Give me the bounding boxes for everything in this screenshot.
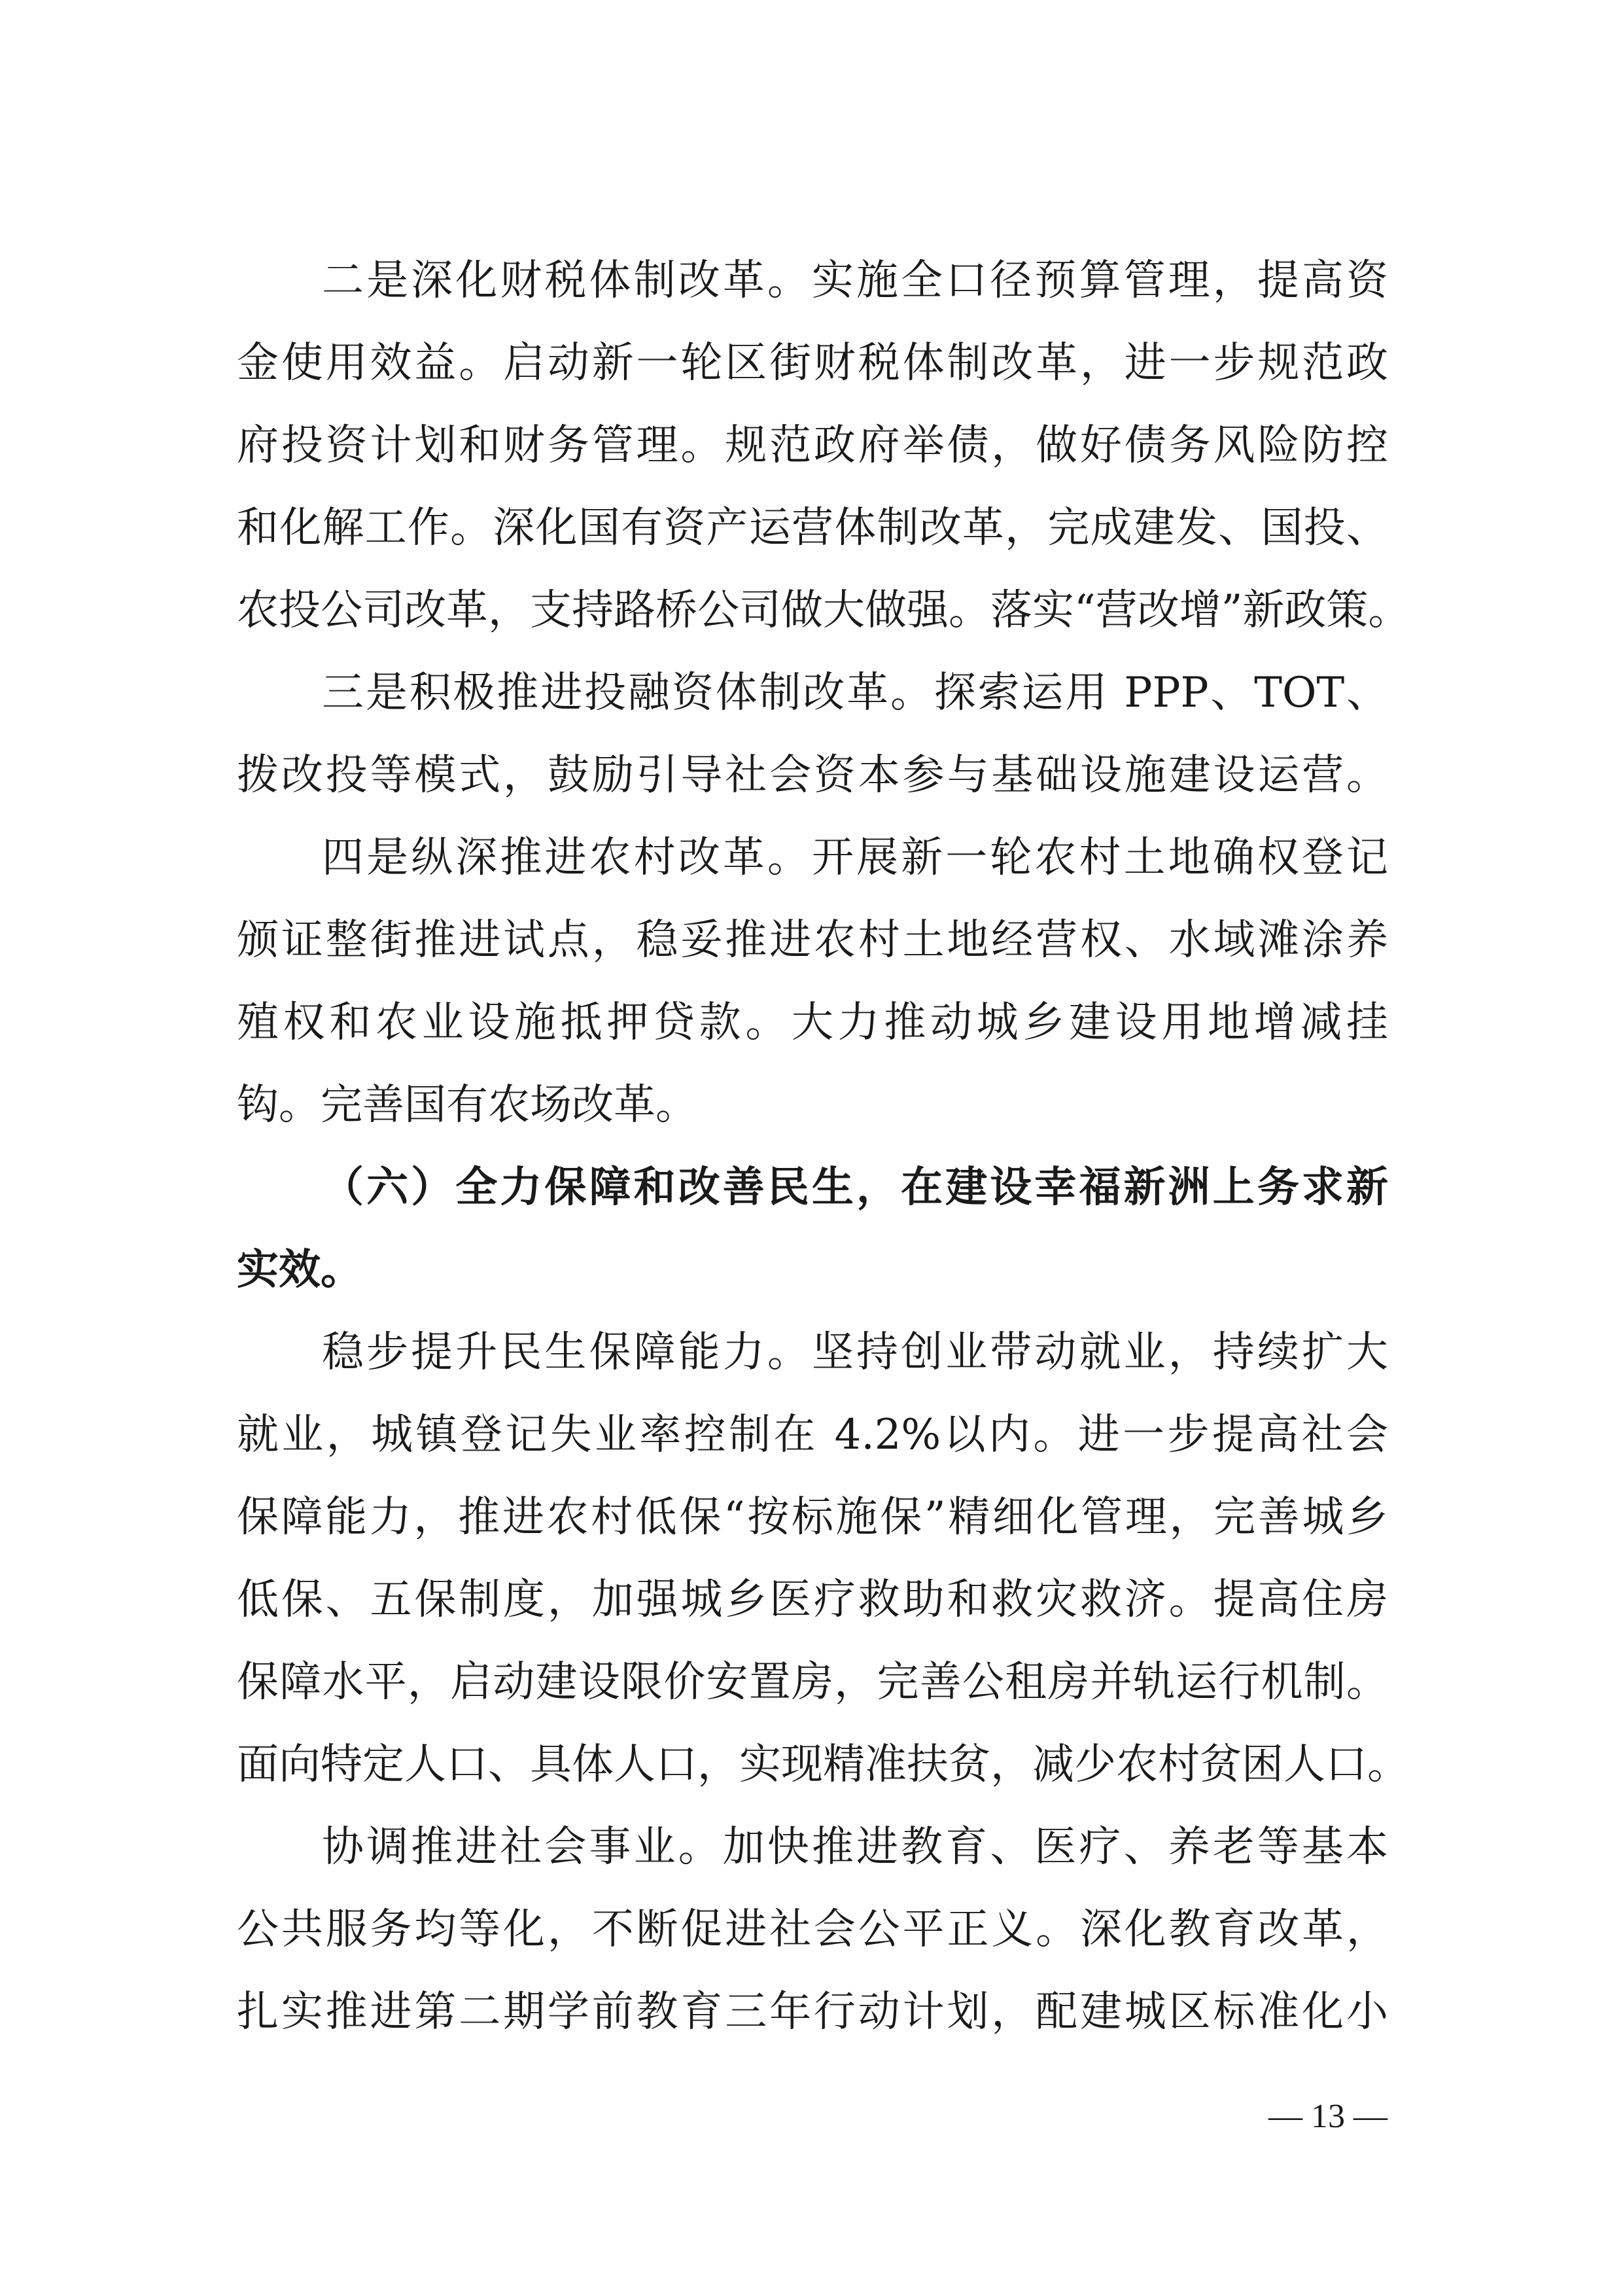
paragraph-line: 金使用效益。启动新一轮区街财税体制改革，进一步规范政 bbox=[237, 339, 1388, 387]
paragraph-line: 稳步提升民生保障能力。坚持创业带动就业，持续扩大 bbox=[322, 1328, 1388, 1377]
paragraph-line: 钩。完善国有农场改革。 bbox=[237, 1081, 697, 1129]
section-heading-line: 实效。 bbox=[237, 1245, 362, 1294]
paragraph-line: 四是纵深推进农村改革。开展新一轮农村土地确权登记 bbox=[322, 834, 1388, 882]
paragraph-line: 协调推进社会事业。加快推进教育、医疗、养老等基本 bbox=[322, 1823, 1388, 1871]
paragraph-line: 府投资计划和财务管理。规范政府举债，做好债务风险防控 bbox=[237, 421, 1388, 470]
paragraph-line: 二是深化财税体制改革。实施全口径预算管理，提高资 bbox=[322, 256, 1388, 305]
paragraph-line: 扎实推进第二期学前教育三年行动计划，配建城区标准化小 bbox=[237, 1988, 1388, 2036]
paragraph-line: 农投公司改革，支持路桥公司做大做强。落实“营改增”新政策。 bbox=[237, 586, 1410, 635]
page-number: — 13 — bbox=[1268, 2098, 1387, 2135]
paragraph-line: 殖权和农业设施抵押贷款。大力推动城乡建设用地增减挂 bbox=[237, 998, 1388, 1047]
paragraph-line: 颁证整街推进试点，稳妥推进农村土地经营权、水域滩涂养 bbox=[237, 916, 1388, 964]
paragraph-line: 就业，城镇登记失业率控制在 4.2%以内。进一步提高社会 bbox=[237, 1411, 1388, 1459]
body-text bbox=[237, 239, 1410, 2053]
paragraph-line: 拨改投等模式，鼓励引导社会资本参与基础设施建设运营。 bbox=[237, 751, 1388, 800]
paragraph-line: 保障能力，推进农村低保“按标施保”精细化管理，完善城乡 bbox=[237, 1493, 1388, 1542]
section-heading-line: （六）全力保障和改善民生，在建设幸福新洲上务求新 bbox=[322, 1163, 1388, 1212]
paragraph-line: 和化解工作。深化国有资产运营体制改革，完成建发、国投、 bbox=[237, 504, 1388, 552]
paragraph-line: 三是积极推进投融资体制改革。探索运用 PPP、TOT、 bbox=[322, 669, 1388, 717]
paragraph-line: 保障水平，启动建设限价安置房，完善公租房并轨运行机制。 bbox=[237, 1658, 1388, 1706]
paragraph-line: 低保、五保制度，加强城乡医疗救助和救灾救济。提高住房 bbox=[237, 1576, 1388, 1624]
paragraph-line: 公共服务均等化，不断促进社会公平正义。深化教育改革， bbox=[237, 1905, 1388, 1954]
paragraph-line: 面向特定人口、具体人口，实现精准扶贫，减少农村贫困人口。 bbox=[237, 1740, 1409, 1789]
